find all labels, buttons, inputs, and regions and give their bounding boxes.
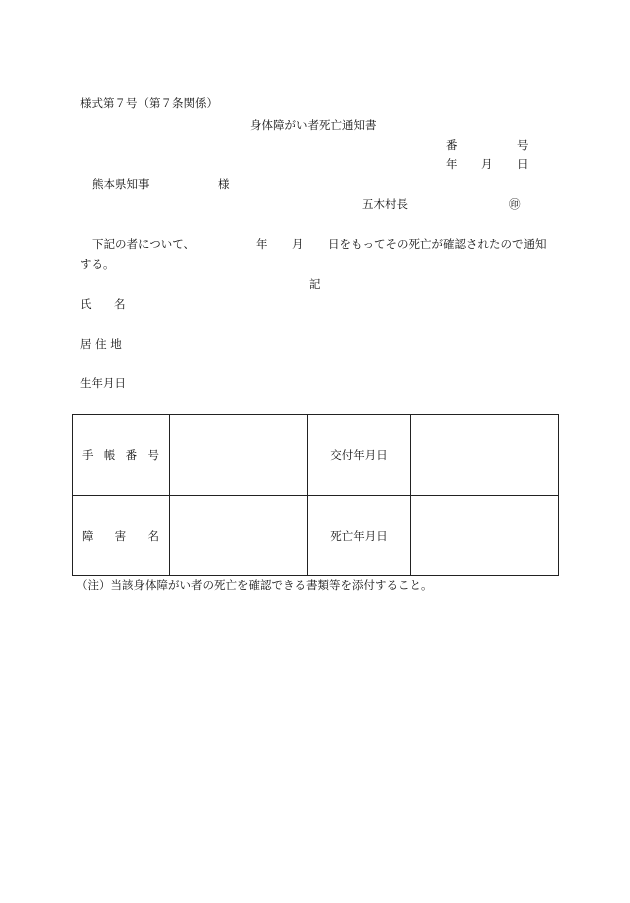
document-title: 身体障がい者死亡通知書 bbox=[250, 118, 377, 132]
death-date-label: 死亡年月日 bbox=[308, 496, 411, 576]
table-row bbox=[73, 415, 559, 496]
number-label-ban: 番 bbox=[446, 138, 458, 152]
footnote: （注）当該身体障がい者の死亡を確認できる書類等を添付すること。 bbox=[76, 578, 433, 592]
info-table bbox=[72, 414, 559, 576]
issue-date-label: 交付年月日 bbox=[308, 415, 411, 496]
body-year-label: 年 bbox=[256, 237, 268, 251]
addressee-honorific: 様 bbox=[218, 177, 230, 191]
field-name-label-1: 氏 bbox=[80, 297, 92, 311]
number-label-go: 号 bbox=[517, 138, 529, 152]
addressee-name: 熊本県知事 bbox=[92, 177, 150, 191]
field-name-label-2: 名 bbox=[114, 297, 126, 311]
body-text-line2: する。 bbox=[80, 257, 115, 271]
form-number: 様式第７号（第７条関係） bbox=[80, 96, 218, 110]
issue-date-value-cell bbox=[411, 415, 559, 496]
date-year-label: 年 bbox=[446, 157, 458, 171]
notebook-number-value-cell bbox=[170, 415, 308, 496]
date-month-label: 月 bbox=[481, 157, 493, 171]
body-text-intro: 下記の者について、 bbox=[92, 237, 196, 251]
body-month-label: 月 bbox=[292, 237, 304, 251]
death-date-value-cell bbox=[411, 496, 559, 576]
disability-name-char: 障 bbox=[82, 528, 94, 543]
table-row bbox=[73, 496, 559, 576]
ki-heading: 記 bbox=[309, 277, 321, 291]
disability-name-value-cell bbox=[170, 496, 308, 576]
notebook-number-char: 手 bbox=[82, 448, 94, 462]
disability-name-label-cell bbox=[73, 496, 170, 576]
notebook-number-char: 号 bbox=[147, 448, 159, 462]
date-day-label: 日 bbox=[517, 157, 529, 171]
disability-name-char: 害 bbox=[114, 528, 127, 543]
notebook-number-label-cell bbox=[73, 415, 170, 496]
body-text-rest: 日をもってその死亡が確認されたので通知 bbox=[328, 237, 547, 251]
seal-mark: ㊞ bbox=[509, 197, 521, 211]
sender-name: 五木村長 bbox=[362, 197, 408, 211]
disability-name-char: 名 bbox=[147, 528, 159, 543]
notebook-number-char: 番 bbox=[125, 448, 138, 462]
field-birthdate-label: 生年月日 bbox=[80, 376, 126, 390]
notebook-number-char: 帳 bbox=[103, 448, 116, 462]
field-residence-label: 居 住 地 bbox=[80, 337, 122, 351]
